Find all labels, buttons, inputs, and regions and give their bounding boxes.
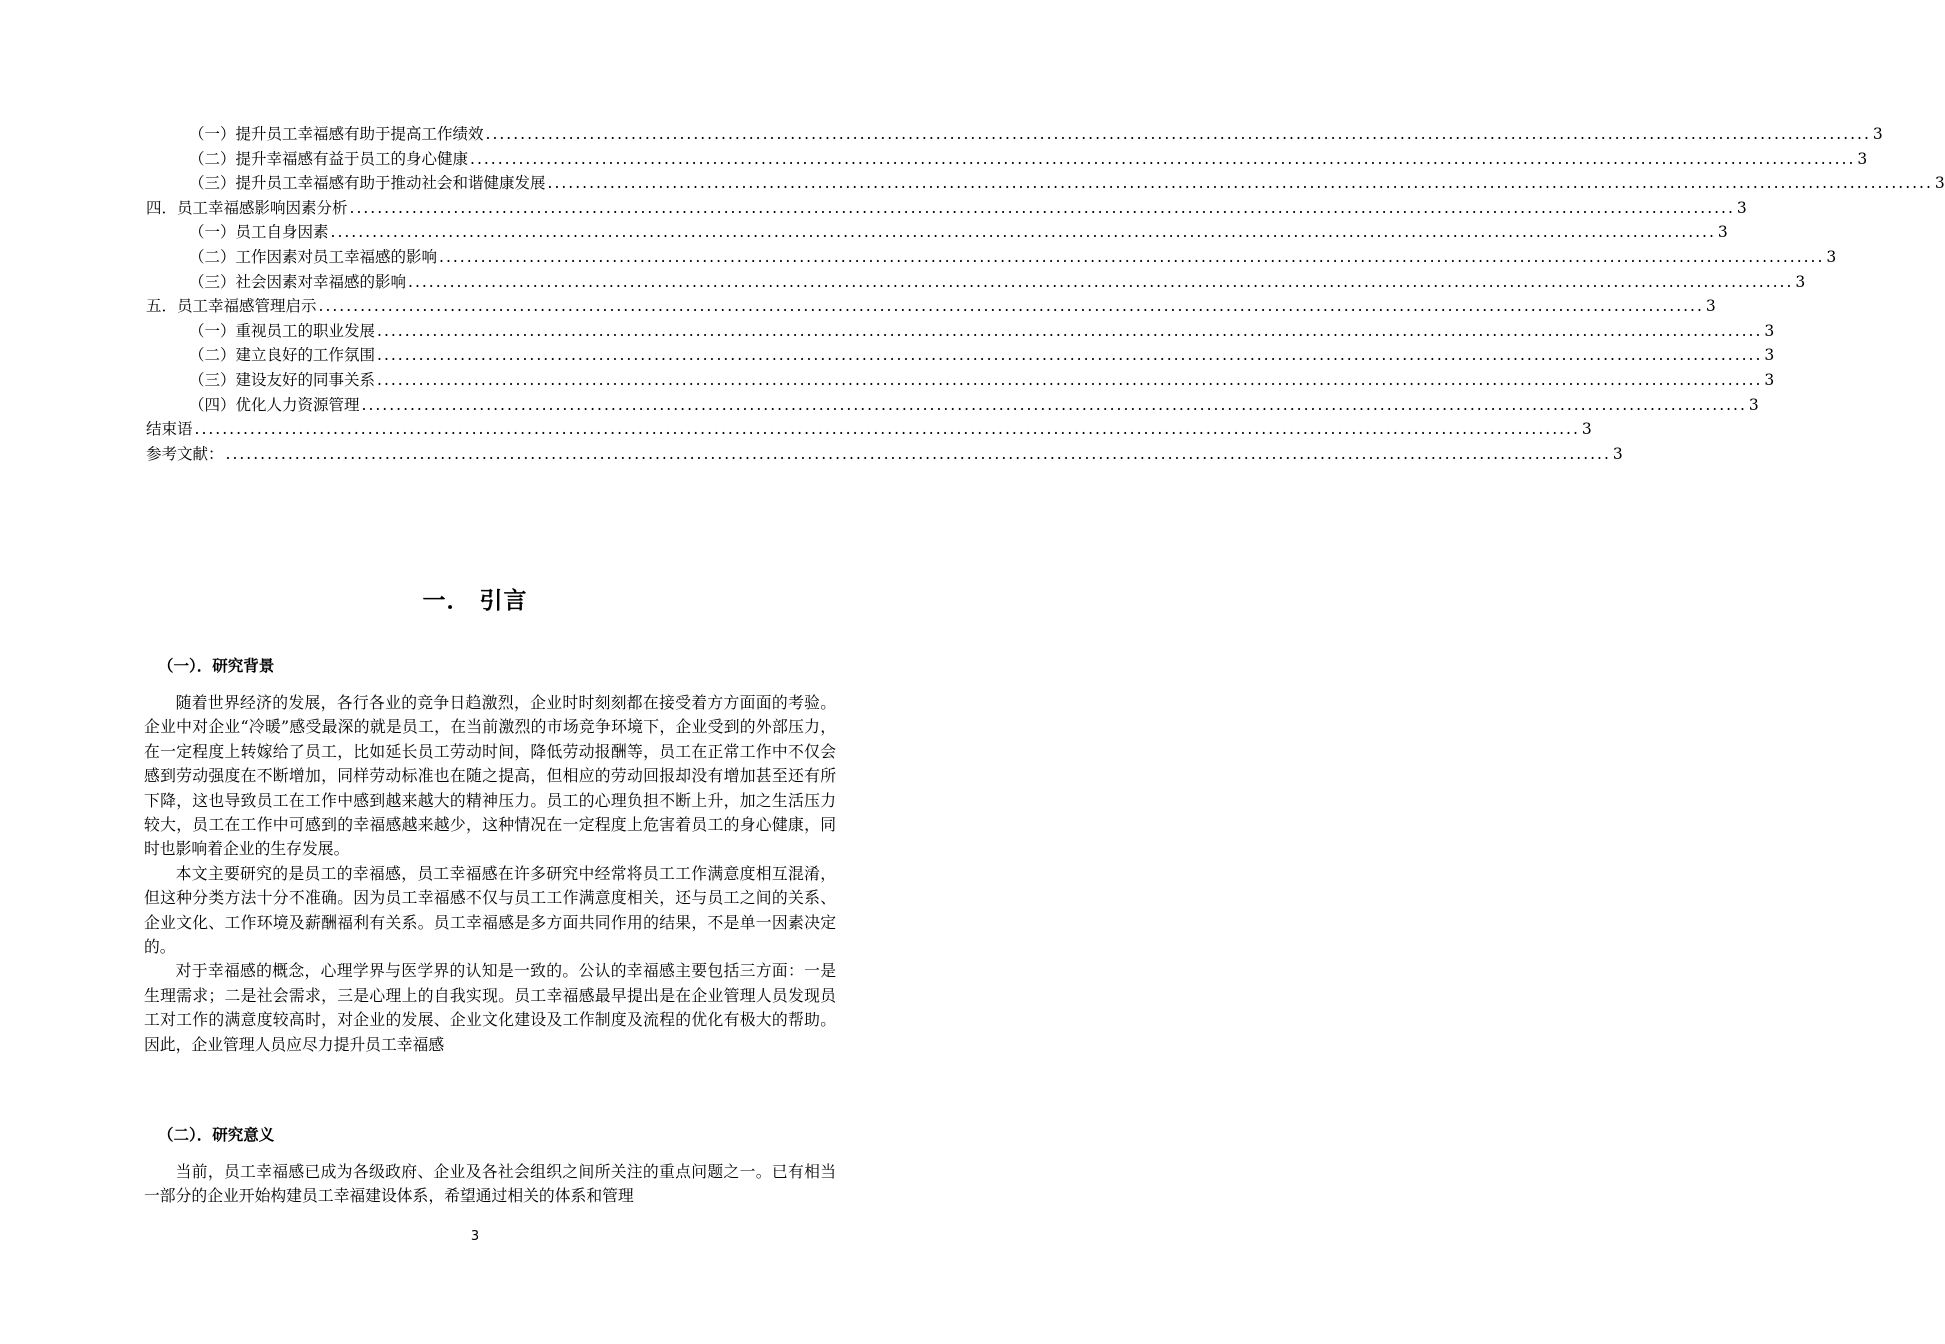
toc-entry[interactable] (146, 442, 1623, 467)
toc-entry-title: （一）提升员工幸福感有助于提高工作绩效 (189, 125, 484, 143)
toc-entry-title: （四）优化人力资源管理 (189, 395, 360, 414)
toc-leader-dots: ........................................................................................................................................................................................................ (377, 370, 1763, 389)
toc-leader-dots: ........................................................................................................................................................................................................ (408, 272, 1794, 291)
toc-entry-page: 3 (1736, 198, 1747, 217)
toc-leader-dots: ........................................................................................................................................................................................................ (470, 149, 1856, 168)
toc-leader-dots: ........................................................................................................................................................................................................ (361, 395, 1747, 414)
toc-entry-title: 结束语 (146, 420, 193, 439)
toc-entry-title: （三）建设友好的同事关系 (189, 370, 376, 389)
toc-leader-dots: ........................................................................................................................................................................................................ (439, 247, 1825, 266)
toc-leader-dots: ........................................................................................................................................................................................................ (377, 321, 1763, 340)
section-body-background (144, 691, 836, 1057)
toc-entry-page: 3 (1826, 247, 1837, 266)
section-body-significance (144, 1160, 836, 1209)
toc-leader-dots: ........................................................................................................................................................................................................ (318, 297, 1704, 316)
toc-entry-page: 3 (1748, 395, 1759, 414)
toc-leader-dots: ........................................................................................................................................................................................................ (330, 223, 1716, 242)
toc-entry[interactable] (146, 196, 1747, 221)
toc-leader-dots: ........................................................................................................................................................................................................ (225, 444, 1611, 463)
toc-entry-page: 3 (1934, 174, 1945, 193)
toc-entry[interactable] (146, 319, 1775, 344)
toc-entry[interactable] (146, 368, 1775, 393)
toc-entry-title: （一）员工自身因素 (189, 223, 329, 242)
toc-leader-dots: ........................................................................................................................................................................................................ (547, 174, 1933, 193)
toc-entry[interactable] (146, 245, 1837, 270)
toc-leader-dots: ........................................................................................................................................................................................................ (485, 125, 1871, 143)
toc-entry-page: 3 (1705, 297, 1716, 316)
section-heading-significance: （二）．研究意义 (158, 1126, 275, 1144)
table-of-contents (146, 122, 1945, 466)
toc-leader-dots: ........................................................................................................................................................................................................ (349, 198, 1735, 217)
toc-entry[interactable] (146, 294, 1716, 319)
paragraph: 当前，员工幸福感已成为各级政府、企业及各社会组织之间所关注的重点问题之一。已有相当一部分的企业开始构建员工幸福建设体系，希望通过相关的体系和管理 (144, 1162, 836, 1206)
toc-entry[interactable] (146, 147, 1868, 172)
section-heading-background: （一）．研究背景 (158, 657, 275, 675)
toc-entry[interactable] (146, 393, 1759, 418)
toc-entry-page: 3 (1795, 272, 1806, 291)
toc-entry-title: （二）建立良好的工作氛围 (189, 346, 376, 365)
toc-entry-title: 参考文献： (146, 444, 224, 463)
page-number: 3 (470, 1229, 480, 1244)
toc-entry[interactable] (146, 220, 1728, 245)
toc-entry-title: （三）提升员工幸福感有助于推动社会和谐健康发展 (189, 174, 546, 193)
chapter-title: 一． 引言 (422, 588, 528, 614)
paragraph: 对于幸福感的概念，心理学界与医学界的认知是一致的。公认的幸福感主要包括三方面：一是生理需求；二是社会需求，三是心理上的自我实现。员工幸福感最早提出是在企业管理人员发现员工对工作的满意度较高时，对企业的发展、企业文化建设及工作制度及流程的优化有极大的帮助。因此，企业管理人员应尽力提升员工幸福感 (144, 961, 836, 1054)
toc-leader-dots: ........................................................................................................................................................................................................ (194, 420, 1580, 439)
toc-entry-title: 四．员工幸福感影响因素分析 (146, 198, 348, 217)
toc-entry-page: 3 (1612, 444, 1623, 463)
toc-entry-page: 3 (1717, 223, 1728, 242)
toc-entry-title: （三）社会因素对幸福感的影响 (189, 272, 407, 291)
paragraph: 随着世界经济的发展，各行各业的竞争日趋激烈，企业时时刻刻都在接受着方方面面的考验。企业中对企业“冷暖”感受最深的就是员工，在当前激烈的市场竞争环境下，企业受到的外部压力，在一定程度上转嫁给了员工，比如延长员工劳动时间，降低劳动报酬等，员工在正常工作中不仅会感到劳动强度在不断增加，同样劳动标准也在随之提高，但相应的劳动回报却没有增加甚至还有所下降，这也导致员工在工作中感到越来越大的精神压力。员工的心理负担不断上升，加之生活压力较大，员工在工作中可感到的幸福感越来越少，这种情况在一定程度上危害着员工的身心健康，同时也影响着企业的生存发展。 (144, 693, 836, 859)
toc-entry-title: 五．员工幸福感管理启示 (146, 297, 317, 316)
toc-entry[interactable] (146, 171, 1945, 196)
toc-entry[interactable] (146, 417, 1592, 442)
toc-entry-title: （二）提升幸福感有益于员工的身心健康 (189, 149, 469, 168)
toc-entry[interactable] (146, 343, 1775, 368)
paragraph: 本文主要研究的是员工的幸福感，员工幸福感在许多研究中经常将员工工作满意度相互混淆，但这种分类方法十分不准确。因为员工幸福感不仅与员工工作满意度相关，还与员工之间的关系、企业文化、工作环境及薪酬福利有关系。员工幸福感是多方面共同作用的结果，不是单一因素决定的。 (144, 863, 836, 957)
toc-entry-page: 3 (1857, 149, 1868, 168)
toc-leader-dots: ........................................................................................................................................................................................................ (377, 346, 1763, 365)
toc-entry-page: 3 (1764, 346, 1775, 365)
toc-entry-page: 3 (1764, 321, 1775, 340)
toc-entry-page: 3 (1764, 370, 1775, 389)
toc-entry-page: 3 (1581, 420, 1592, 439)
toc-entry[interactable] (146, 270, 1806, 295)
toc-entry-page: 3 (1872, 125, 1883, 143)
toc-entry-title: （二）工作因素对员工幸福感的影响 (189, 247, 438, 266)
toc-entry-title: （一）重视员工的职业发展 (189, 321, 376, 340)
toc-entry[interactable] (146, 122, 1883, 147)
